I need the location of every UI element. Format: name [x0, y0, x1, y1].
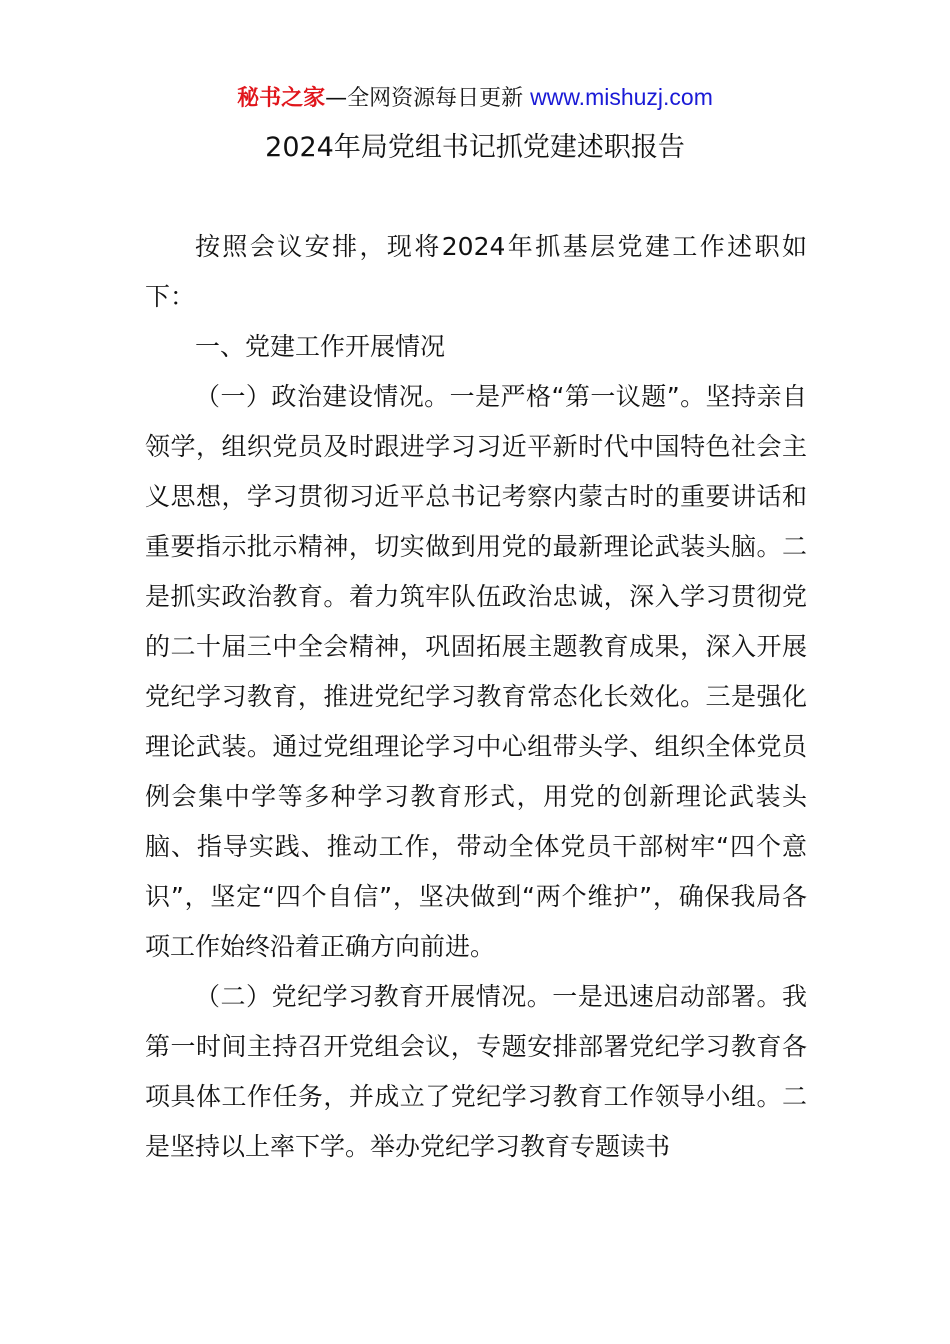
- site-url-link[interactable]: www.mishuzj.com: [530, 84, 713, 110]
- document-title: 2024年局党组书记抓党建述职报告: [265, 132, 685, 163]
- section-heading: 一、党建工作开展情况: [195, 332, 446, 361]
- document-body: [145, 222, 807, 1172]
- header-tagline: —全网资源每日更新: [325, 86, 531, 111]
- site-header: [0, 80, 950, 116]
- body-paragraph: （一）政治建设情况。一是严格“第一议题”。坚持亲自领学，组织党员及时跟进学习习近平新时代中国特色社会主义思想，学习贯彻习近平总书记考察内蒙古时的重要讲话和重要指示批示精神，切实做到用党的最新理论武装头脑。二是抓实政治教育。着力筑牢队伍政治忠诚，深入学习贯彻党的二十届三中全会精神，巩固拓展主题教育成果，深入开展党纪学习教育，推进党纪学习教育常态化长效化。三是强化理论武装。通过党组理论学习中心组带头学、组织全体党员例会集中学等多种学习教育形式，用党的创新理论武装头脑、指导实践、推动工作，带动全体党员干部树牢“四个意识”，坚定“四个自信”，坚决做到“两个维护”，确保我局各项工作始终沿着正确方向前进。: [145, 382, 807, 961]
- brand-name: 秘书之家: [237, 86, 326, 111]
- body-paragraph: （二）党纪学习教育开展情况。一是迅速启动部署。我第一时间主持召开党组会议，专题安排部署党纪学习教育各项具体工作任务，并成立了党纪学习教育工作领导小组。二是坚持以上率下学。举办党纪学习教育专题读书: [145, 982, 807, 1161]
- intro-paragraph: 按照会议安排，现将2024年抓基层党建工作述职如下：: [145, 232, 807, 311]
